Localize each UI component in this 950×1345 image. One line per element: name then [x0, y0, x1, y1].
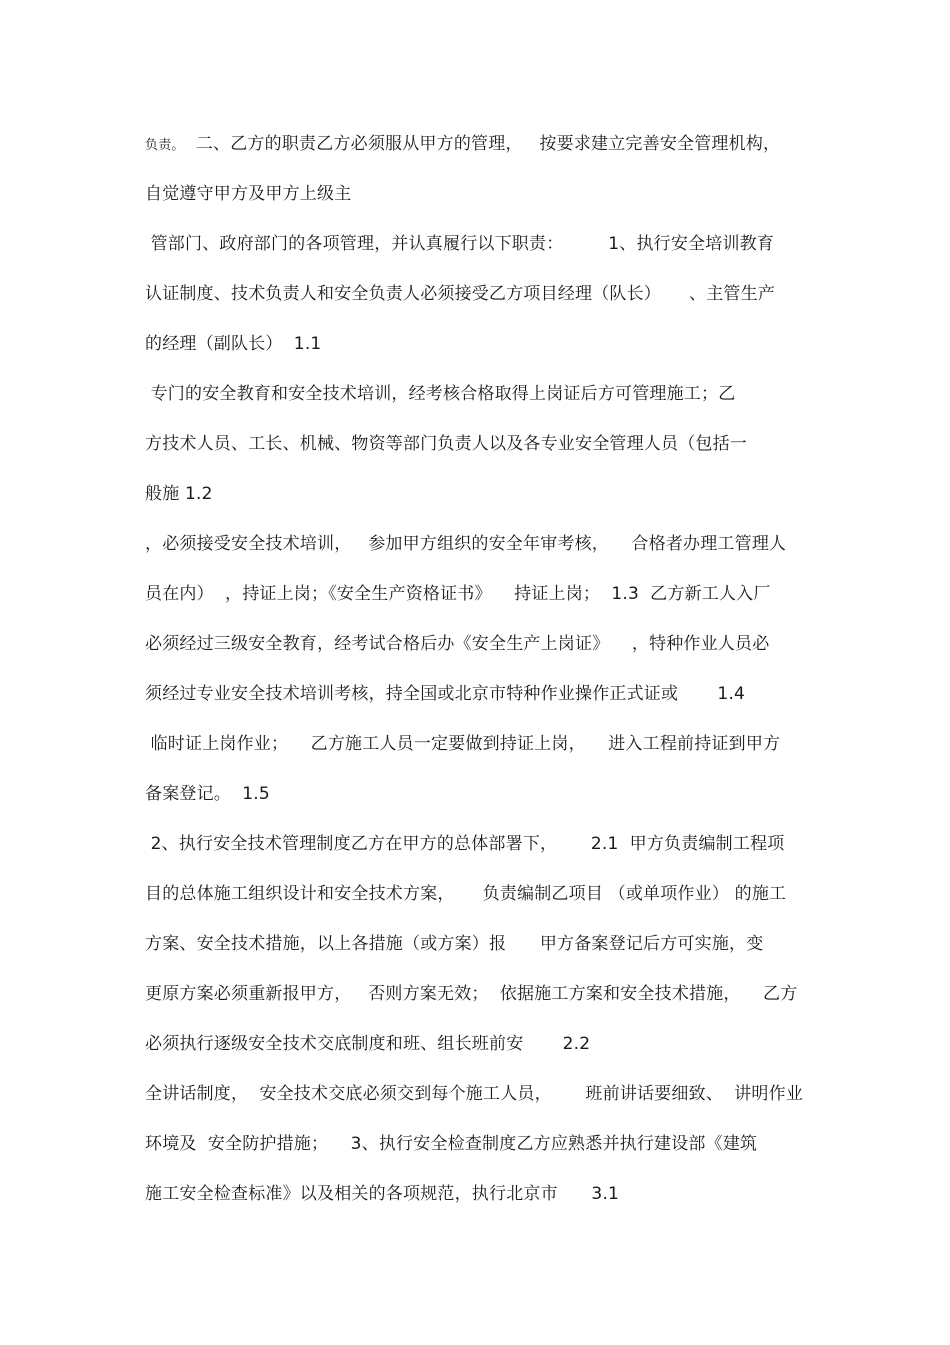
text-line-22: 施工安全检查标准》以及相关的各项规范，执行北京市 3.1 [145, 1184, 620, 1204]
text-line-18: 更原方案必须重新报甲方， 否则方案无效； 依据施工方案和安全技术措施， 乙方 [145, 984, 798, 1004]
text-line-15: 2、执行安全技术管理制度乙方在甲方的总体部署下， 2.1 甲方负责编制工程项 [145, 834, 785, 854]
text-line-17: 方案、安全技术措施，以上各措施（或方案）报 甲方备案登记后方可实施，变 [145, 934, 764, 954]
text-line-6: 专门的安全教育和安全技术培训，经考核合格取得上岗证后方可管理施工；乙 [145, 384, 736, 404]
text-line-16: 目的总体施工组织设计和安全技术方案， 负责编制乙项目 （或单项作业） 的施工 [145, 884, 787, 904]
text-line-21: 环境及 安全防护措施； 3、执行安全检查制度乙方应熟悉并执行建设部《建筑 [145, 1134, 758, 1154]
text-line-3: 管部门、政府部门的各项管理，并认真履行以下职责： 1、执行安全培训教育 [145, 234, 775, 254]
text-line-1 [145, 133, 780, 157]
text-line-7: 方技术人员、工长、机械、物资等部门负责人以及各专业安全管理人员（包括一 [145, 434, 747, 454]
text-line-8: 般施 1.2 [145, 484, 213, 504]
text-line-5: 的经理（副队长） 1.1 [145, 334, 322, 354]
text-line-11: 必须经过三级安全教育，经考试合格后办《安全生产上岗证》 ，特种作业人员必 [145, 634, 770, 654]
text-line-2: 自觉遵守甲方及甲方上级主 [145, 184, 352, 204]
text-line-13: 临时证上岗作业； 乙方施工人员一定要做到持证上岗， 进入工程前持证到甲方 [145, 734, 781, 754]
text-line-12: 须经过专业安全技术培训考核，持全国或北京市特种作业操作正式证或 1.4 [145, 684, 746, 704]
text-line-14: 备案登记。 1.5 [145, 784, 270, 804]
text-line-19: 必须执行逐级安全技术交底制度和班、组长班前安 2.2 [145, 1034, 591, 1054]
text-line-4: 认证制度、技术负责人和安全负责人必须接受乙方项目经理（队长） 、主管生产 [145, 284, 776, 304]
line-prefix: 负责。 [145, 138, 185, 153]
text-line-10: 员在内） ，持证上岗；《安全生产资格证书》 持证上岗； 1.3 乙方新工人入厂 [145, 584, 771, 604]
text-line-9: ，必须接受安全技术培训， 参加甲方组织的安全年审考核， 合格者办理工管理人 [145, 534, 787, 554]
text-line-20: 全讲话制度， 安全技术交底必须交到每个施工人员， 班前讲话要细致、 讲明作业 [145, 1084, 804, 1104]
line-text: 二、乙方的职责乙方必须服从甲方的管理， 按要求建立完善安全管理机构， [184, 134, 781, 154]
